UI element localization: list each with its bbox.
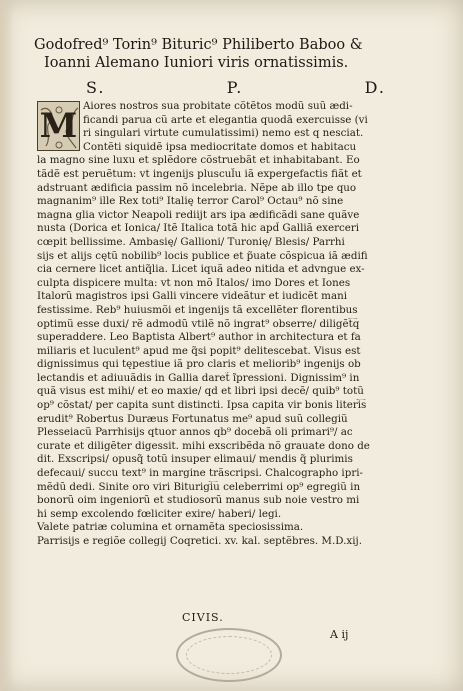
text-line: mẽdũ dedi. Sinite oro viri Biturigi͡u celeberrimi op⁹ egregiũ in: [37, 480, 361, 493]
signature-footnote: A ij: [330, 628, 349, 641]
text-line: dignissimus qui tępestiue iã pro claris et meliorib⁹ ingenijs ob: [37, 358, 361, 371]
page-heading: [34, 36, 434, 72]
salutation: [86, 78, 386, 97]
salutation-d: D.: [364, 78, 386, 97]
text-line: Plesseiacũ Parrhisijs qtuor annos qb⁹ docebã oli primari⁹/ ac: [37, 426, 353, 439]
text-line: lectandis et adiuuãdis in Gallia daret̃ ĩpressioni. Dignissim⁹ in: [37, 371, 360, 384]
text-line: Aiores nostros sua probitate cõtẽtos modũ suũ ædi-: [83, 100, 353, 112]
heading-line-2: Ioanni Alemano Iuniori viris ornatissimis.: [44, 55, 349, 71]
text-line: miliaris et luculent⁹ apud me q̃si popit⁹ delitescebat. Visus est: [37, 344, 361, 357]
text-line: superaddere. Leo Baptista Albert⁹ author in architectura et fa: [37, 331, 361, 344]
text-line: quã visus est mihi/ et eo maxie/ qd et libri ipsi decẽ/ quib⁹ totũ: [37, 385, 364, 398]
text-line: adstruant ædificia passim nõ incelebria. Nẽpe ab illo tpe quo: [37, 181, 357, 194]
library-stamp: [176, 628, 282, 682]
heading-line-1: Godofred⁹ Torin⁹ Bituric⁹ Philiberto Baboo &: [34, 37, 363, 53]
text-line: sijs et alijs cętũ nobilib⁹ locis publice et p̃uate cõspicua iã ædifi: [37, 249, 368, 262]
stamp-inner-ring: [186, 636, 272, 674]
text-line: defecaui/ succu text⁹ in margine trãscripsi. Chalcographo ipri-: [37, 467, 364, 480]
text-line: magnanim⁹ ille Rex toti⁹ Italię terror Carol⁹ Octau⁹ nõ sine: [37, 195, 344, 208]
text-line: curate et diligẽter digessit. mihi exscribẽda nõ grauate dono de: [37, 439, 370, 452]
text-line: magna glia victor Neapoli rediijt ars ipa ædificãdi sane quãve: [37, 208, 360, 221]
text-line: festissime. Reb⁹ huiusmõi et ingenijs tã excellẽter florentibus: [37, 303, 358, 316]
text-line: Contẽti siquidẽ ipsa mediocritate domos et habitacu: [83, 140, 357, 153]
text-line: hi semp excolendo fœliciter exire/ haberi/ legi.: [37, 507, 282, 520]
text-line: Valete patriæ columina et ornamẽta speciosissima.: [37, 521, 304, 534]
text-line: optimũ esse duxi/ rẽ admodũ vtilẽ nõ ingrat⁹ obserre/ diligẽt͡q: [37, 317, 360, 330]
text-line: bonorũ oim ingeniorũ et studiosorũ manus sub noie vestro mi: [37, 494, 360, 507]
text-line: Italorũ magistros ipsi Galli vincere videãtur et iudicẽt mani: [37, 290, 348, 303]
text-line: ri singulari virtute cumulatissimi) nemo est q nesciat.: [83, 127, 364, 140]
text-line: la magno sine luxu et splẽdore cõstruebãt et inhabitabant. Eo: [37, 154, 360, 167]
text-line: Parrisijs e regiõe collegij Coqretici. xv. kal. septẽbres. M.D.xij.: [37, 535, 362, 547]
text-line: nusta (Dorica et Ionica/ Itẽ Italica totã hic apd̃ Galliã exerceri: [37, 222, 360, 235]
text-line: culpta dispicere multa: vt non mõ Italos/ imo Dores et Iones: [37, 276, 351, 289]
text-line: cia cernere licet antiq̃lia. Licet iquã adeo nitida et advngue ex-: [37, 263, 365, 276]
text-line: op⁹ cõstat/ per capita sunt distincti. Ipsa capita vir bonis literi͡s: [37, 399, 367, 412]
page-edge-shadow: [0, 0, 14, 691]
signature-mark: CIVIS.: [182, 611, 224, 624]
salutation-p: P.: [226, 78, 244, 97]
text-line: tãdẽ est peruẽtum: vt ingenijs pluscul̃u iã expergefactis fiãt et: [37, 167, 362, 180]
text-line: dit. Exscripsi/ opusq̃ totũ insuper elimaui/ mendis q̃ plurimis: [37, 453, 353, 466]
text-line: erudit⁹ Robertus Duræus Fortunatus me⁹ apud suũ collegiũ: [37, 412, 348, 425]
body-text: [37, 100, 442, 549]
text-line: cœpit bellissime. Ambasię/ Gallioni/ Turonię/ Blesis/ Parrhi: [37, 235, 345, 248]
decorated-initial: [37, 101, 80, 151]
text-line: ficandi parua cũ arte et elegantia quodã exercuisse (vi: [83, 113, 368, 126]
initial-letter: M: [39, 106, 78, 146]
salutation-s: S.: [86, 78, 106, 97]
